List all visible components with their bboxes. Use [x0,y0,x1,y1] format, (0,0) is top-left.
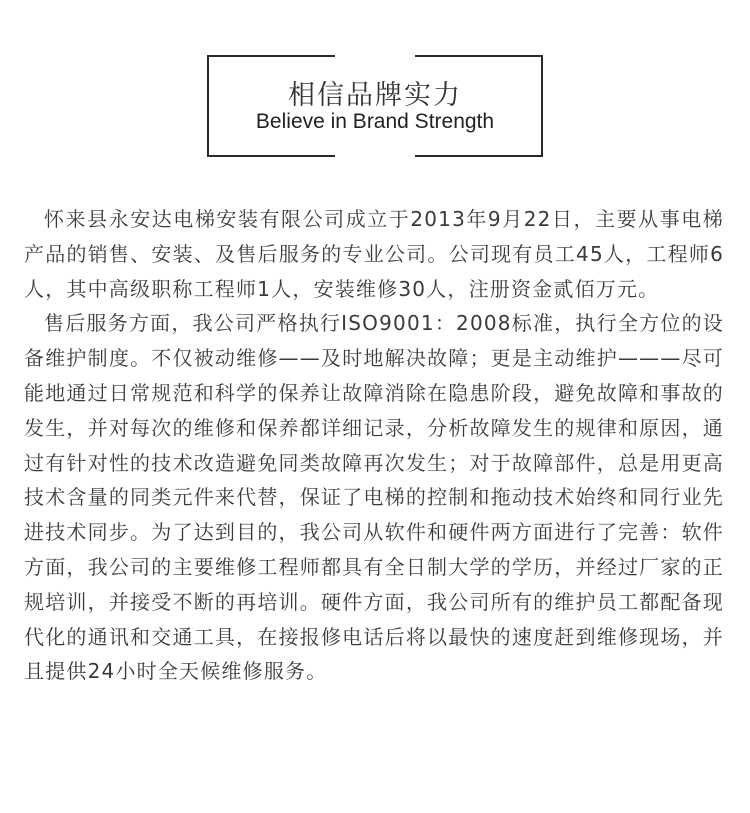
section-title-chinese: 相信品牌实力 [288,80,462,111]
section-title-english: Believe in Brand Strength [255,110,495,133]
frame-bottom-left-border [207,155,335,157]
title-frame [207,55,543,157]
intro-paragraph: 怀来县永安达电梯安装有限公司成立于2013年9月22日，主要从事电梯产品的销售、安装、及售后服务的专业公司。公司现有员工45人，工程师6人，其中高级职称工程师1人，安装维修30人，注册资金贰佰万元。 [24,207,724,301]
service-paragraph: 售后服务方面，我公司严格执行ISO9001：2008标准，执行全方位的设备维护制度。不仅被动维修——及时地解决故障；更是主动维护———尽可能地通过日常规范和科学的保养让故障消除在隐患阶段，避免故障和事故的发生，并对每次的维修和保养都详细记录，分析故障发生的规律和原因，通过有针对性的技术改造避免同类故障再次发生；对于故障部件，总是用更高技术含量的同类元件来代替，保证了电梯的控制和拖动技术始终和同行业先进技术同步。为了达到目的，我公司从软件和硬件两方面进行了完善：软件方面，我公司的主要维修工程师都具有全日制大学的学历，并经过厂家的正规培训，并接受不断的再培训。硬件方面，我公司所有的维护员工都配备现代化的通讯和交通工具，在接报修电话后将以最快的速度赶到维修现场，并且提供24小时全天候维修服务。 [24,311,724,684]
frame-bottom-right-border [415,155,543,157]
company-intro-body [24,202,724,689]
frame-top-left-border [207,55,335,57]
frame-top-right-border [415,55,543,57]
